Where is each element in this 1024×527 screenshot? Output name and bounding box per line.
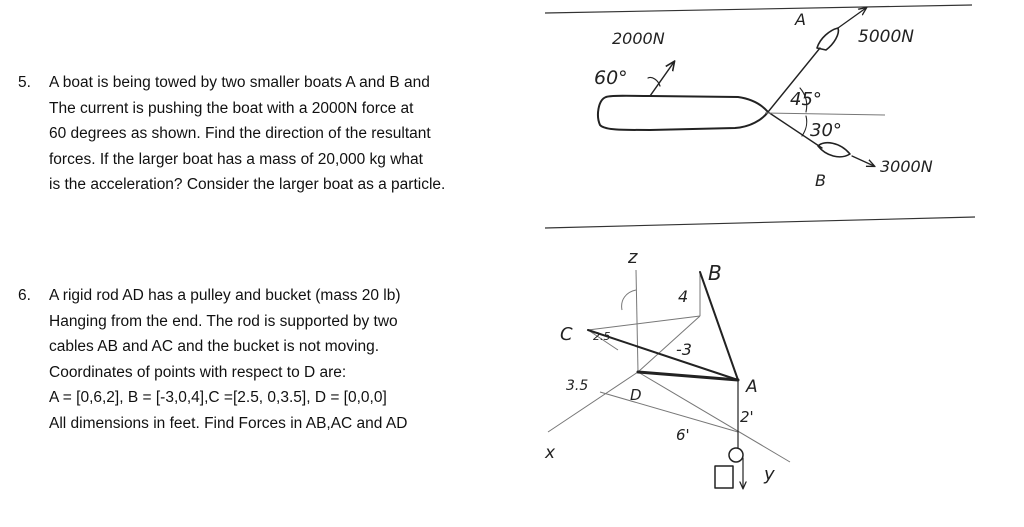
statement-line: forces. If the larger boat has a mass of 20,000 kg what	[49, 150, 423, 168]
top-divider	[545, 5, 972, 13]
axis-x-label: x	[545, 443, 556, 463]
force-a-label: 5000N	[858, 27, 914, 47]
point-c-label: C	[560, 324, 573, 345]
angle-b-label: 30°	[810, 120, 842, 141]
current-force-arrow	[650, 62, 674, 96]
boat-a-label: A	[795, 10, 806, 29]
angle-a-label: 45°	[790, 89, 822, 110]
problem-number: 5.	[18, 74, 31, 91]
dimension-2: 2'	[740, 408, 754, 426]
rod-figure	[544, 247, 790, 488]
tug-boat-b	[818, 143, 850, 157]
reference-line	[765, 113, 885, 115]
dimension-2-5: 2.5	[593, 330, 611, 343]
axis-y-label: y	[764, 464, 775, 485]
point-a-label: A	[746, 377, 758, 397]
cable-ab	[700, 272, 738, 380]
pulley	[729, 448, 743, 462]
point-b-label: B	[708, 261, 722, 285]
statement-line: The current is pushing the boat with a 2000N force at	[49, 99, 414, 117]
point-a-base	[600, 392, 738, 432]
statement-line: Hanging from the end. The rod is supported by two	[49, 312, 398, 330]
point-d-label: D	[630, 386, 642, 404]
z-axis-curve	[622, 290, 636, 310]
current-angle-label: 60°	[594, 67, 628, 89]
statement-line: 60 degrees as shown. Find the direction of the resultant	[49, 125, 431, 142]
dimension-4: 4	[678, 287, 689, 306]
statement-line: A boat is being towed by two smaller boats A and B and	[49, 74, 430, 91]
statement-line: All dimensions in feet. Find Forces in AB,AC and AD	[49, 414, 408, 432]
statement-line: cables AB and AC and the bucket is not moving.	[49, 338, 380, 355]
tug-boat-a	[817, 28, 838, 50]
force-b-arrow	[852, 156, 874, 166]
large-boat	[598, 96, 768, 130]
problem-number: 6.	[18, 287, 31, 304]
statement-line: is the acceleration? Consider the larger boat as a particle.	[49, 176, 446, 193]
boat-b-label: B	[815, 171, 826, 190]
statement-line: A rigid rod AD has a pulley and bucket (mass 20 lb)	[49, 287, 401, 304]
x-axis	[548, 372, 638, 432]
dimension-3-5: 3.5	[566, 378, 589, 394]
z-axis	[636, 270, 638, 372]
force-b-label: 3000N	[880, 157, 933, 176]
angle-30-arc	[802, 116, 807, 136]
dimension-6: 6'	[676, 426, 690, 444]
y-axis	[638, 372, 790, 462]
dimension-neg-3: -3	[676, 340, 692, 359]
boat-figure	[594, 8, 933, 190]
axis-z-label: z	[628, 247, 638, 268]
force-a-arrow	[838, 8, 866, 28]
statement-line: A = [0,6,2], B = [-3,0,4],C =[2.5, 0,3.5], D = [0,0,0]	[49, 389, 387, 406]
middle-divider	[545, 217, 975, 228]
point-c-top	[588, 316, 700, 330]
bucket	[715, 466, 733, 488]
statement-line: Coordinates of points with respect to D are:	[49, 363, 347, 381]
current-force-label: 2000N	[612, 29, 665, 48]
